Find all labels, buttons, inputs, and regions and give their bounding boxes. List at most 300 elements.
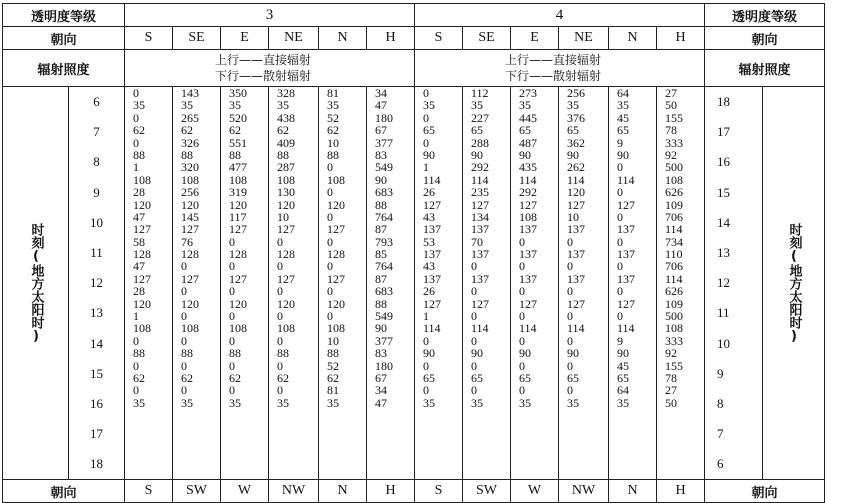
radiation-cell: [173, 360, 220, 385]
diffuse-value: 127: [229, 222, 247, 237]
direct-value: 0: [519, 259, 525, 274]
direct-value: 0: [471, 309, 477, 324]
diffuse-value: 120: [229, 197, 247, 212]
diffuse-value: 90: [617, 147, 629, 162]
diffuse-value: 120: [327, 296, 345, 311]
diffuse-value: 127: [181, 271, 199, 286]
radiation-cell: [367, 384, 414, 409]
hour-left-18: 18: [90, 456, 103, 472]
radiation-cell: [511, 161, 558, 186]
irradiance-label-right: 辐射照度: [705, 50, 825, 87]
direct-value: 0: [229, 234, 235, 249]
radiation-cell: [221, 211, 268, 236]
radiation-cell: [221, 260, 268, 285]
diffuse-value: 65: [617, 123, 629, 138]
radiation-cell: [319, 161, 366, 186]
diffuse-value: 35: [567, 98, 579, 113]
radiation-cell: [415, 186, 462, 211]
radiation-cell: [173, 137, 220, 162]
radiation-cell: [173, 335, 220, 360]
hour-left-9: 9: [93, 184, 100, 200]
direct-value: 64: [617, 383, 629, 398]
diffuse-value: 65: [519, 370, 531, 385]
direct-value: 764: [375, 259, 393, 274]
diffuse-value: 87: [375, 222, 387, 237]
diffuse-value: 108: [327, 172, 345, 187]
radiation-cell: [511, 236, 558, 261]
hour-left-13: 13: [90, 305, 103, 321]
orientation-bottom-level4-s: S: [415, 480, 463, 503]
radiation-cell: [657, 260, 704, 285]
diffuse-value: 127: [133, 222, 151, 237]
radiation-cell: [463, 285, 510, 310]
radiation-cell: [463, 236, 510, 261]
diffuse-value: 50: [665, 395, 677, 410]
diffuse-value: 127: [471, 296, 489, 311]
direct-value: 0: [567, 358, 573, 373]
direct-value: 130: [277, 185, 295, 200]
radiation-cell: [269, 335, 318, 360]
radiation-cell: [657, 87, 704, 112]
diffuse-value: 90: [567, 147, 579, 162]
radiation-cell: [415, 285, 462, 310]
direct-value: 143: [181, 86, 199, 100]
hour-left-11: 11: [90, 244, 103, 260]
diffuse-value: 90: [423, 147, 435, 162]
direct-value: 0: [229, 358, 235, 373]
hour-right-14: 14: [717, 214, 730, 230]
diffuse-value: 108: [181, 172, 199, 187]
hour-left-14: 14: [90, 335, 103, 351]
orientation-top-level3-s: S: [125, 27, 173, 50]
radiation-cell: [221, 285, 268, 310]
diffuse-value: 65: [471, 370, 483, 385]
direct-value: 292: [519, 185, 537, 200]
radiation-cell: [367, 285, 414, 310]
diffuse-value: 35: [471, 98, 483, 113]
radiation-cell: [415, 260, 462, 285]
orientation-top-level3-h: H: [367, 27, 415, 50]
direct-value: 0: [519, 333, 525, 348]
diffuse-value: 114: [617, 172, 635, 187]
direct-value: 10: [567, 209, 579, 224]
direct-value: 500: [665, 309, 683, 324]
orientation-top-level4-s: S: [415, 27, 463, 50]
radiation-cell: [463, 260, 510, 285]
note-level-3: [125, 50, 415, 87]
direct-value: 0: [133, 333, 139, 348]
direct-value: 0: [277, 309, 283, 324]
radiation-cell: [415, 87, 462, 112]
direct-value: 287: [277, 160, 295, 175]
radiation-cell: [609, 335, 656, 360]
radiation-cell: [609, 161, 656, 186]
diffuse-value: 92: [665, 147, 677, 162]
radiation-cell: [125, 137, 172, 162]
radiation-cell: [609, 360, 656, 385]
level3-col-se: [173, 87, 221, 480]
direct-value: 319: [229, 185, 247, 200]
radiation-cell: [609, 211, 656, 236]
direct-value: 288: [471, 135, 489, 150]
direct-value: 265: [181, 110, 199, 125]
radiation-cell: [415, 161, 462, 186]
diffuse-value: 35: [519, 395, 531, 410]
diffuse-value: 114: [519, 172, 537, 187]
radiation-cell: [657, 211, 704, 236]
orientation-bottom-level4-w: W: [511, 480, 559, 503]
diffuse-value: 67: [375, 123, 387, 138]
direct-value: 34: [375, 86, 387, 100]
level3-stack-0: [125, 87, 172, 409]
direct-value: 626: [665, 284, 683, 299]
radiation-cell: [221, 236, 268, 261]
orientation-bottom-level4-h: H: [657, 480, 705, 503]
diffuse-value: 120: [277, 296, 295, 311]
radiation-cell: [511, 137, 558, 162]
orientation-bottom-level3-h: H: [367, 480, 415, 503]
direct-value: 155: [665, 110, 683, 125]
diffuse-value: 90: [519, 147, 531, 162]
level3-col-ne: [269, 87, 319, 480]
direct-value: 0: [229, 284, 235, 299]
radiation-cell: [125, 335, 172, 360]
direct-value: 377: [375, 135, 393, 150]
diffuse-value: 88: [375, 296, 387, 311]
hour-right-9: 9: [717, 365, 724, 381]
radiation-cell: [173, 310, 220, 335]
radiation-cell: [463, 384, 510, 409]
direct-value: 0: [181, 284, 187, 299]
diffuse-value: 108: [277, 172, 295, 187]
radiation-cell: [269, 112, 318, 137]
transparency-label-right: 透明度等级: [705, 4, 825, 27]
radiation-cell: [367, 161, 414, 186]
diffuse-value: 92: [665, 346, 677, 361]
radiation-cell: [221, 161, 268, 186]
radiation-cell: [609, 310, 656, 335]
radiation-cell: [173, 236, 220, 261]
radiation-cell: [221, 310, 268, 335]
diffuse-value: 35: [181, 98, 193, 113]
radiation-cell: [269, 87, 318, 112]
direct-value: 0: [567, 383, 573, 398]
level3-col-s: [125, 87, 173, 480]
direct-value: 0: [519, 383, 525, 398]
direct-value: 64: [617, 86, 629, 100]
radiation-cell: [657, 285, 704, 310]
orientation-bottom-level3-w: W: [221, 480, 269, 503]
direct-value: 0: [327, 185, 333, 200]
radiation-cell: [559, 310, 608, 335]
direct-value: 764: [375, 209, 393, 224]
orientation-bottom-level3-nw: NW: [269, 480, 319, 503]
direct-value: 45: [617, 358, 629, 373]
direct-value: 112: [471, 86, 489, 100]
diffuse-value: 35: [327, 98, 339, 113]
diffuse-value: 114: [617, 321, 635, 336]
diffuse-value: 114: [471, 321, 489, 336]
direct-value: 134: [471, 209, 489, 224]
radiation-cell: [511, 186, 558, 211]
radiation-cell: [511, 384, 558, 409]
diffuse-value: 120: [277, 197, 295, 212]
diffuse-value: 65: [617, 370, 629, 385]
radiation-cell: [463, 360, 510, 385]
orientation-top-level3-se: SE: [173, 27, 221, 50]
orientation-top-level4-n: N: [609, 27, 657, 50]
direct-value: 487: [519, 135, 537, 150]
diffuse-value: 127: [327, 222, 345, 237]
direct-value: 1: [423, 309, 429, 324]
radiation-cell: [415, 310, 462, 335]
direct-value: 28: [133, 185, 145, 200]
direct-value: 706: [665, 259, 683, 274]
diffuse-value: 127: [327, 271, 345, 286]
radiation-cell: [657, 112, 704, 137]
direct-value: 1: [423, 160, 429, 175]
radiation-cell: [367, 137, 414, 162]
diffuse-value: 137: [519, 222, 537, 237]
direct-value: 0: [471, 333, 477, 348]
direct-value: 28: [133, 284, 145, 299]
diffuse-value: 137: [519, 247, 537, 262]
diffuse-value: 62: [277, 123, 289, 138]
hour-right-13: 13: [717, 244, 730, 260]
orientation-label-bottom-left: 朝向: [3, 480, 125, 503]
hour-left-6: 6: [93, 94, 100, 109]
diffuse-value: 65: [519, 123, 531, 138]
direct-value: 445: [519, 110, 537, 125]
radiation-cell: [415, 236, 462, 261]
diffuse-value: 35: [133, 98, 145, 113]
diffuse-value: 109: [665, 197, 683, 212]
diffuse-value: 137: [423, 222, 441, 237]
level3-stack-4: [319, 87, 366, 409]
direct-value: 76: [181, 234, 193, 249]
diffuse-value: 108: [327, 321, 345, 336]
radiation-cell: [367, 211, 414, 236]
direct-value: 180: [375, 110, 393, 125]
direct-value: 0: [327, 234, 333, 249]
direct-value: 549: [375, 309, 393, 324]
radiation-cell: [221, 87, 268, 112]
diffuse-value: 87: [375, 271, 387, 286]
direct-value: 0: [617, 185, 623, 200]
direct-value: 477: [229, 160, 247, 175]
radiation-cell: [221, 137, 268, 162]
direct-value: 0: [567, 284, 573, 299]
hour-right-18: 18: [717, 94, 730, 109]
direct-value: 0: [229, 383, 235, 398]
radiation-cell: [269, 236, 318, 261]
diffuse-value: 35: [567, 395, 579, 410]
irradiance-label-left: 辐射照度: [3, 50, 125, 87]
diffuse-value: 35: [277, 395, 289, 410]
direct-value: 0: [567, 259, 573, 274]
level3-stack-1: [173, 87, 220, 409]
level-3-header: 3: [125, 4, 415, 27]
diffuse-value: 128: [229, 247, 247, 262]
diffuse-value: 65: [567, 123, 579, 138]
hour-left-12: 12: [90, 275, 103, 291]
diffuse-value: 137: [617, 271, 635, 286]
radiation-cell: [609, 236, 656, 261]
level4-stack-0: [415, 87, 462, 409]
diffuse-value: 88: [277, 147, 289, 162]
direct-value: 0: [229, 333, 235, 348]
hour-right-16: 16: [717, 154, 730, 170]
direct-value: 683: [375, 284, 393, 299]
radiation-cell: [367, 186, 414, 211]
level3-stack-5: [367, 87, 414, 409]
direct-value: 0: [229, 309, 235, 324]
diffuse-value: 127: [229, 271, 247, 286]
direct-value: 0: [133, 86, 139, 100]
direct-value: 58: [133, 234, 145, 249]
radiation-cell: [173, 112, 220, 137]
direct-value: 27: [665, 383, 677, 398]
diffuse-value: 137: [471, 271, 489, 286]
direct-value: 0: [181, 333, 187, 348]
diffuse-value: 65: [423, 370, 435, 385]
diffuse-value: 88: [327, 346, 339, 361]
diffuse-value: 127: [181, 222, 199, 237]
direct-value: 227: [471, 110, 489, 125]
level4-stack-5: [657, 87, 704, 409]
radiation-cell: [415, 360, 462, 385]
diffuse-value: 90: [519, 346, 531, 361]
hours-right-stack: [705, 87, 762, 479]
direct-value: 27: [665, 86, 677, 100]
radiation-cell: [125, 360, 172, 385]
note-level-4: [415, 50, 705, 87]
direct-value: 549: [375, 160, 393, 175]
diffuse-value: 35: [181, 395, 193, 410]
direct-value: 155: [665, 358, 683, 373]
radiation-cell: [125, 285, 172, 310]
radiation-cell: [221, 186, 268, 211]
radiation-cell: [221, 112, 268, 137]
diffuse-value: 88: [229, 147, 241, 162]
radiation-cell: [415, 112, 462, 137]
diffuse-value: 88: [133, 346, 145, 361]
diffuse-value: 90: [375, 172, 387, 187]
direct-value: 0: [327, 309, 333, 324]
transparency-label-left: 透明度等级: [3, 4, 125, 27]
direct-value: 26: [423, 284, 435, 299]
orientation-top-level4-ne: NE: [559, 27, 609, 50]
diffuse-value: 127: [471, 197, 489, 212]
diffuse-value: 114: [519, 321, 537, 336]
radiation-cell: [319, 137, 366, 162]
radiation-cell: [319, 211, 366, 236]
direct-value: 10: [327, 333, 339, 348]
hours-left: [69, 87, 125, 480]
radiation-cell: [319, 87, 366, 112]
radiation-cell: [319, 384, 366, 409]
time-label-left: [3, 87, 69, 480]
radiation-cell: [609, 384, 656, 409]
hour-left-15: 15: [90, 365, 103, 381]
diffuse-value: 78: [665, 370, 677, 385]
direct-value: 333: [665, 135, 683, 150]
radiation-cell: [269, 137, 318, 162]
direct-value: 70: [471, 234, 483, 249]
diffuse-value: 137: [471, 222, 489, 237]
direct-value: 0: [327, 209, 333, 224]
diffuse-value: 120: [181, 197, 199, 212]
diffuse-value: 137: [519, 271, 537, 286]
radiation-cell: [657, 384, 704, 409]
diffuse-value: 90: [471, 147, 483, 162]
orientation-label-left: 朝向: [3, 27, 125, 50]
diffuse-value: 35: [133, 395, 145, 410]
diffuse-value: 114: [567, 321, 585, 336]
diffuse-value: 62: [277, 370, 289, 385]
direct-value: 53: [423, 234, 435, 249]
diffuse-value: 108: [181, 321, 199, 336]
direct-value: 0: [229, 259, 235, 274]
diffuse-value: 90: [375, 321, 387, 336]
hour-right-15: 15: [717, 184, 730, 200]
direct-value: 0: [471, 284, 477, 299]
direct-value: 235: [471, 185, 489, 200]
direct-value: 0: [277, 383, 283, 398]
diffuse-value: 127: [133, 271, 151, 286]
direct-value: 0: [471, 259, 477, 274]
direct-value: 108: [519, 209, 537, 224]
diffuse-value: 114: [471, 172, 489, 187]
direct-value: 0: [327, 160, 333, 175]
diffuse-value: 128: [327, 247, 345, 262]
direct-value: 793: [375, 234, 393, 249]
direct-value: 734: [665, 234, 683, 249]
direct-value: 0: [617, 234, 623, 249]
diffuse-value: 88: [327, 147, 339, 162]
diffuse-value: 35: [519, 98, 531, 113]
level-4-header: 4: [415, 4, 705, 27]
diffuse-value: 108: [133, 172, 151, 187]
direct-value: 409: [277, 135, 295, 150]
radiation-cell: [657, 161, 704, 186]
direct-value: 326: [181, 135, 199, 150]
diffuse-value: 108: [665, 172, 683, 187]
direct-value: 435: [519, 160, 537, 175]
radiation-cell: [367, 260, 414, 285]
level3-col-e: [221, 87, 269, 480]
diffuse-value: 62: [133, 370, 145, 385]
radiation-cell: [173, 186, 220, 211]
diffuse-value: 127: [567, 296, 585, 311]
direct-value: 256: [181, 185, 199, 200]
radiation-cell: [559, 161, 608, 186]
diffuse-value: 88: [181, 346, 193, 361]
note-direct-3: 上行——直接辐射: [215, 53, 312, 67]
radiation-cell: [125, 87, 172, 112]
diffuse-value: 62: [133, 123, 145, 138]
radiation-cell: [511, 285, 558, 310]
orientation-bottom-level3-n: N: [319, 480, 367, 503]
diffuse-value: 65: [567, 370, 579, 385]
diffuse-value: 137: [617, 247, 635, 262]
diffuse-value: 62: [229, 123, 241, 138]
diffuse-value: 108: [229, 172, 247, 187]
diffuse-value: 128: [181, 247, 199, 262]
direct-value: 333: [665, 333, 683, 348]
direct-value: 362: [567, 135, 585, 150]
radiation-cell: [559, 137, 608, 162]
